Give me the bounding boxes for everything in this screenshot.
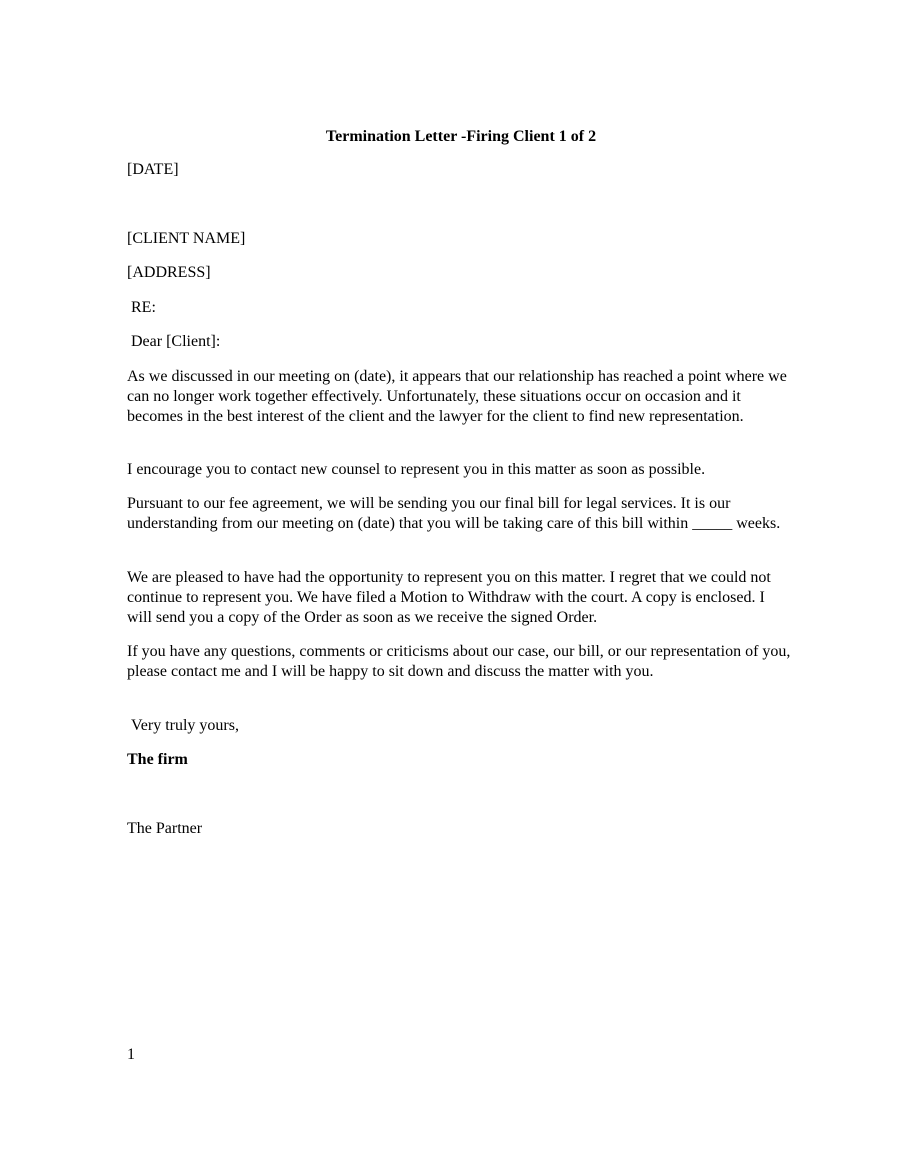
client-name-placeholder: [CLIENT NAME] [127,230,246,247]
paragraph-new-counsel: I encourage you to contact new counsel to represent you in this matter as soon as possible. [127,461,706,478]
firm-name: The firm [127,751,188,768]
date-placeholder: [DATE] [127,161,179,178]
paragraph-relationship: As we discussed in our meeting on (date), it appears that our relationship has reached a point where we can no longer work together effectively. Unfortunately, these situations occur on occasion and it becomes in the best interest of the client and the lawyer for the client to find new representation. [127,368,787,425]
salutation: Dear [Client]: [131,333,221,350]
address-placeholder: [ADDRESS] [127,264,211,281]
paragraph-final-bill: Pursuant to our fee agreement, we will be sending you our final bill for legal services. It is our understanding from our meeting on (date) that you will be taking care of this bill within _____ weeks. [127,495,781,532]
letter-title: Termination Letter -Firing Client 1 of 2 [325,128,597,145]
page-number: 1 [127,1046,135,1063]
signer-name: The Partner [127,820,203,837]
re-line: RE: [131,299,156,316]
closing: Very truly yours, [131,717,239,734]
paragraph-withdraw: We are pleased to have had the opportunity to represent you on this matter. I regret that we could not continue to represent you. We have filed a Motion to Withdraw with the court. A copy is enclosed. I will send you a copy of the Order as soon as we receive the signed Order. [127,569,771,626]
paragraph-questions: If you have any questions, comments or criticisms about our case, our bill, or our representation of you, please contact me and I will be happy to sit down and discuss the matter with you. [127,643,791,680]
